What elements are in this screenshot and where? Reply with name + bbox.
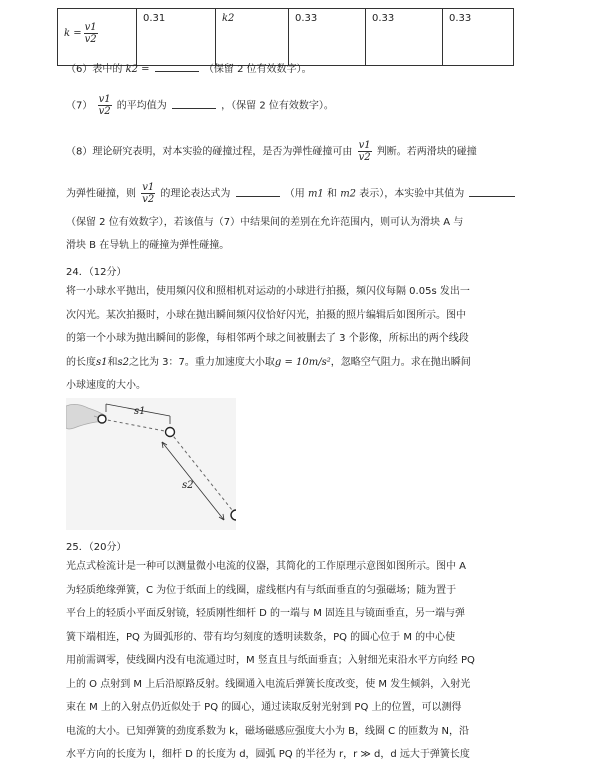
- answer-blank[interactable]: [155, 62, 199, 72]
- k2-variable: k2 =: [125, 64, 150, 75]
- question-25-text: 光点式检流计是一种可以测量微小电流的仪器，其简化的工作原理示意图如图所示。图中 A 为轻质绝缘弹簧，C 为位于纸面上的线圈，虚线框内有与纸面垂直的匀强磁场；随为置于 平台上的轻质小平面反射镜，轻质刚性细杆 D 的一端与 M 固连且与镜面垂直，另一端与弹 簧下端相连，PQ 为圆弧形的、带有均匀刻度的透明读数条，PQ 的圆心位于 M 的中心使 用前需调零，使线圈内没有电流通过时，M 竖直且与纸面垂直；入射细光束沿水平方向经 PQ 上的 O 点射到 M 上后沿原路反射。线圈通入电流后弹簧长度改变，使 M 发生倾斜，入射光 束在 M 上的入射点仍近似处于 PQ 的圆心，通过读取反射光射到 PQ 上的位置，可以测得 电流的大小。已知弹簧的劲度系数为 k，磁场磁感应强度大小为 B，线圈 C 的匝数为 N，沿 水平方向的长度为 l，细杆 D 的长度为 d，圆弧 PQ 的半径为 r，r ≫ d，d 远大于弹簧长度: [66, 561, 475, 760]
- table-row: [58, 9, 514, 66]
- answer-blank[interactable]: [469, 187, 515, 197]
- question-8-line4: 滑块 B 在导轨上的碰撞为弹性碰撞。: [66, 240, 230, 251]
- ball-1: [98, 415, 106, 423]
- k-formula-cell: [58, 9, 137, 66]
- k-fraction: $\frac{v1}{v2}$: [84, 21, 97, 45]
- k-label: k =: [64, 27, 82, 39]
- question-24-text: 将一小球水平抛出，使用频闪仪和照相机对运动的小球进行拍摄，频闪仪每隔 0.05s 发出一 次闪光。某次拍摄时，小球在抛出瞬间频闪仪恰好闪光，拍摄的照片编辑后如图所示。图中 的第一个小球为抛出瞬间的影像，每相邻两个球之间被删去了 3 个影像，所标出的两个线段 的长度s1和s2之比为 3：7。重力加速度大小取g = 10m/s²，忽略空气阻力。求在抛出瞬间 小球速度的大小。: [66, 286, 471, 391]
- v1-v2-fraction: $\frac{v1}{v2}$: [142, 182, 155, 205]
- table-cell: 0.33: [366, 9, 443, 66]
- k2-cell: k2: [216, 9, 289, 66]
- question-8-line2: 为弹性碰撞，则 $\frac{v1}{v2}$ 的理论表达式为 （用 m1 和 m2 表示），本实验中其值为: [66, 182, 517, 205]
- answer-blank[interactable]: [172, 99, 216, 109]
- question-8-line1: （8）理论研究表明，对本实验的碰撞过程，是否为弹性碰撞可由 $\frac{v1}{v2}$ 判断。若两滑块的碰撞: [66, 140, 477, 163]
- results-table: [57, 8, 514, 66]
- table-cell: 0.31: [137, 9, 216, 66]
- question-6: （6）表中的 k2 = （保留 2 位有效数字）。: [66, 64, 312, 75]
- s2-label: s2: [182, 480, 194, 491]
- table-cell: 0.33: [443, 9, 514, 66]
- question-25-heading: 25．（20分）: [66, 542, 127, 553]
- question-24-heading: 24．（12分）: [66, 267, 127, 278]
- ball-3: [231, 510, 236, 520]
- s1-label: s1: [134, 406, 146, 417]
- question-7: （7） $\frac{v1}{v2}$ 的平均值为 ，（保留 2 位有效数字）。: [66, 94, 334, 117]
- table-cell: 0.33: [289, 9, 366, 66]
- projectile-figure: [66, 398, 236, 530]
- answer-blank[interactable]: [236, 187, 280, 197]
- v1-v2-fraction: $\frac{v1}{v2}$: [98, 94, 111, 117]
- question-8-line3: （保留 2 位有效数字），若该值与（7）中结果间的差别在允许范围内，则可认为滑块 A 与: [66, 217, 464, 228]
- ball-2: [166, 428, 175, 437]
- v1-v2-fraction: $\frac{v1}{v2}$: [358, 140, 371, 163]
